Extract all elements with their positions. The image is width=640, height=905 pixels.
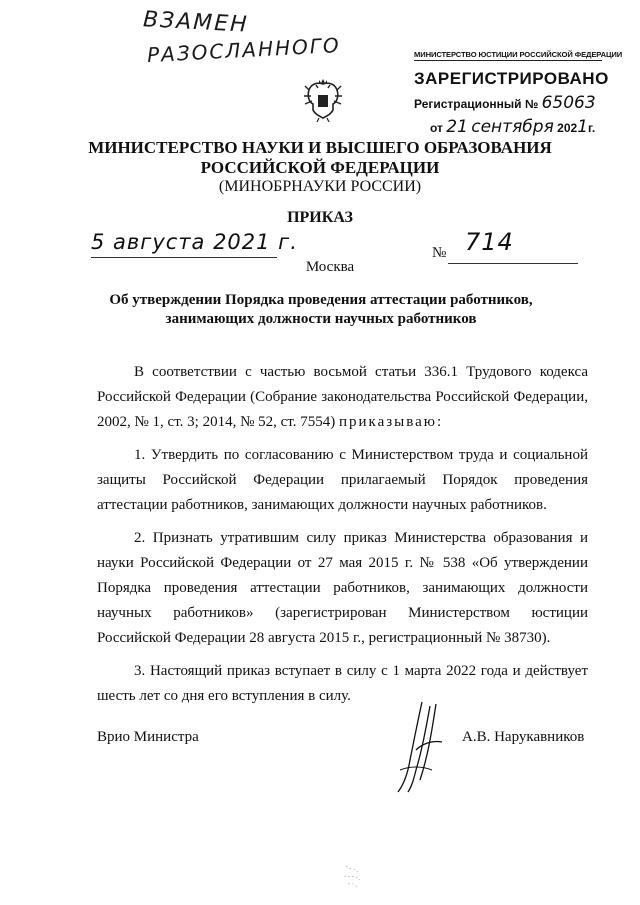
order-date: 5 августа 2021 г. (91, 230, 298, 254)
stamp-date-line (430, 117, 602, 137)
stamp-date-year-suffix: 202 (557, 121, 578, 135)
order-title (96, 291, 546, 329)
signatory-position: Врио Министра (97, 729, 199, 745)
stamp-reg-number: 65063 (541, 93, 596, 113)
order-body (97, 360, 588, 717)
stamp-reg-label: Регистрационный № (414, 97, 539, 111)
stamp-date-year-hand: 1 (577, 117, 589, 137)
stamp-registered: ЗАРЕГИСТРИРОВАНО (414, 69, 609, 88)
handwritten-note-line2: РАЗОСЛАННОГО (146, 32, 342, 68)
order-title-line2: занимающих должности научных работников (165, 311, 477, 327)
preamble-action: приказываю: (338, 414, 444, 430)
ministry-short-name: (МИНОБРНАУКИ РОССИИ) (218, 178, 422, 195)
faint-scan-mark (340, 862, 364, 890)
order-number: 714 (465, 228, 514, 256)
stamp-ministry: МИНИСТЕРСТВО ЮСТИЦИИ РОССИЙСКОЙ ФЕДЕРАЦИИ (414, 50, 623, 59)
stamp-date-end: г. (588, 121, 596, 135)
ministry-name-line2: РОССИЙСКОЙ ФЕДЕРАЦИИ (200, 158, 440, 177)
preamble-paragraph (97, 360, 588, 435)
registration-stamp (414, 50, 623, 137)
document-type: ПРИКАЗ (287, 209, 353, 226)
order-city: Москва (305, 259, 355, 275)
coat-of-arms-emblem (303, 78, 343, 122)
order-item-3: 3. Настоящий приказ вступает в силу с 1 марта 2022 года и действует шесть лет со дня его вступления в силу. (97, 663, 588, 704)
order-number-sign: № (432, 245, 447, 261)
stamp-date-prefix: от (430, 121, 443, 135)
handwritten-signature (392, 700, 447, 795)
preamble-text: В соответствии с частью восьмой статьи 336.1 Трудового кодекса Российской Федерации (Собрание законодательства Российской Федерации, 2002, № 1, ст. 3; 2014, № 52, ст. 7554) (97, 364, 588, 430)
order-item-1: 1. Утвердить по согласованию с Министерством труда и социальной защиты Российской Федерации прилагаемый Порядок проведения аттестации работников, занимающих должности научных работников. (97, 447, 588, 513)
handwritten-note-line1: ВЗАМЕН (142, 7, 250, 38)
stamp-date-month: сентября (471, 117, 554, 137)
stamp-reg-line (414, 93, 602, 113)
signatory-name: А.В. Нарукавников (462, 729, 585, 745)
stamp-date-day: 21 (446, 117, 468, 137)
order-item-2: 2. Признать утратившим силу приказ Министерства образования и науки Российской Федерации от 27 мая 2015 г. № 538 «Об утверждении Порядка проведения аттестации работников, занимающих должности научных работников» (зарегистрирован Министерством юстиции Российской Федерации 28 августа 2015 г., регистрационный № 38730). (97, 530, 588, 646)
order-title-line1: Об утверждении Порядка проведения аттестации работников, (109, 292, 533, 308)
ministry-name-line1: МИНИСТЕРСТВО НАУКИ И ВЫСШЕГО ОБРАЗОВАНИЯ (88, 138, 552, 157)
date-underline (91, 257, 277, 258)
